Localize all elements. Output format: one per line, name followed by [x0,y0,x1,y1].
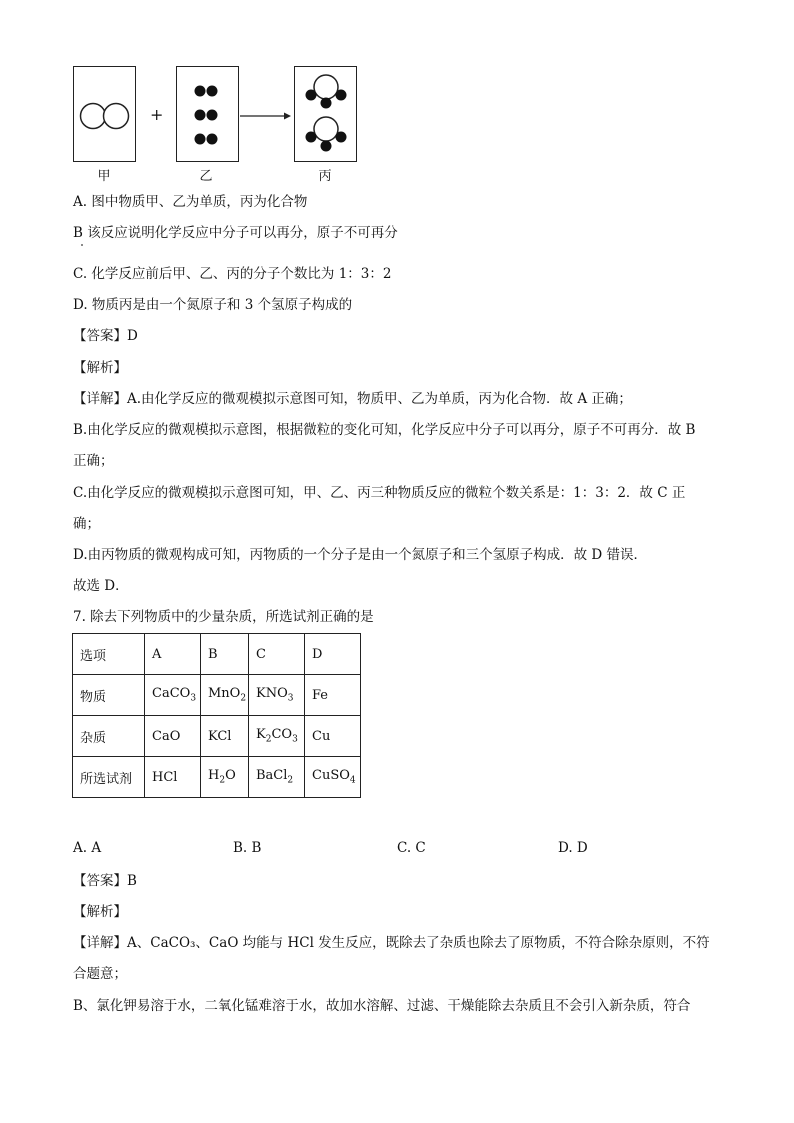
q7-choice-d: D. D [558,840,588,856]
q7-answer [73,871,137,891]
table-cell: CaCO$_3$ [145,675,201,716]
option-cell: C [249,634,305,675]
q6-detail-6: D.由丙物质的微观构成可知，丙物质的一个分子是由一个氮原子和三个氢原子构成．故 D 错误． [73,547,648,563]
detail-text: A.由化学反应的微观模拟示意图可知，物质甲、乙为单质，丙为化合物．故 A 正确； [127,391,632,407]
row-header: 杂质 [73,716,145,757]
option-cell: B [201,634,249,675]
stray-dot [81,244,83,246]
label-jia: 甲 [97,169,111,184]
q7-table [72,633,361,798]
atom-small [306,132,317,143]
answer-tag: 【答案】 [73,328,127,344]
q7-stem: 7. 除去下列物质中的少量杂质，所选试剂正确的是 [73,609,374,625]
q6-detail-1 [73,389,632,409]
row-header: 所选试剂 [73,757,145,798]
reaction-arrow [240,110,292,122]
bing-molecules [294,66,358,162]
q7-detail-1 [73,933,710,953]
q7-detail-2: 合题意； [73,966,127,982]
table-cell: $KNO_3$ [249,675,305,716]
q6-option-a: A. 图中物质甲、乙为单质，丙为化合物 [73,194,308,210]
atom-small [321,98,332,109]
jia-molecule [73,66,137,162]
detail-text: A、CaCO₃、CaO 均能与 HCl 发生反应，既除去了杂质也除去了原物质，不符合除杂原则，不符 [127,935,710,951]
row-header: 选项 [73,634,145,675]
q6-detail-3: 正确； [73,453,114,469]
q7-detail-3: B、氯化钾易溶于水，二氧化锰难溶于水，故加水溶解、过滤、干燥能除去杂质且不会引入新杂质，符合 [73,998,691,1014]
plus-sign: + [150,105,164,124]
table-cell: Cu [305,716,361,757]
table-cell: HCl [145,757,201,798]
q7-analysis-tag: 【解析】 [73,904,127,920]
q6-detail-4: C.由化学反应的微观模拟示意图可知，甲、乙、丙三种物质反应的微粒个数关系是：1：3：2．故 C 正 [73,485,686,501]
q6-analysis-tag: 【解析】 [73,360,127,376]
label-yi: 乙 [199,169,213,184]
q6-answer [73,326,138,346]
detail-tag: 【详解】 [73,935,127,951]
q6-detail-5: 确； [73,516,100,532]
option-cell: A [145,634,201,675]
atom-small [195,110,206,121]
table-cell: BaCl$_2$ [249,757,305,798]
detail-tag: 【详解】 [73,391,127,407]
q6-option-c: C. 化学反应前后甲、乙、丙的分子个数比为 1：3：2 [73,266,392,282]
table-cell: CaO [145,716,201,757]
q6-option-d: D. 物质丙是由一个氮原子和 3 个氢原子构成的 [73,297,353,313]
yi-molecules [176,66,240,162]
table-row [73,716,361,757]
table-cell: MnO$_2$ [201,675,249,716]
atom-small [207,110,218,121]
q6-detail-7: 故选 D． [73,578,129,594]
answer-value: B [127,873,137,889]
table-cell: $H_2O$ [201,757,249,798]
q6-detail-2: B.由化学反应的微观模拟示意图，根据微粒的变化可知，化学反应中分子可以再分，原子不可再分．故 B [73,422,696,438]
q7-choice-c: C. C [397,840,426,856]
table-row [73,634,361,675]
table-row [73,757,361,798]
atom-large [314,117,338,141]
table-cell: CuSO$_4$ [305,757,361,798]
atom-small [195,134,206,145]
atom-small [207,86,218,97]
answer-value: D [127,328,138,344]
table-cell: Fe [305,675,361,716]
atom-small [336,90,347,101]
atom-large [104,104,129,129]
answer-tag: 【答案】 [73,873,127,889]
atom-small [306,90,317,101]
q7-choice-a: A. A [73,840,102,856]
row-header: 物质 [73,675,145,716]
table-row [73,675,361,716]
q6-option-b: B 该反应说明化学反应中分子可以再分，原子不可再分 [73,225,398,241]
q7-choice-b: B. B [233,840,262,856]
atom-small [336,132,347,143]
table-cell: KCl [201,716,249,757]
option-cell: D [305,634,361,675]
label-bing: 丙 [318,169,332,184]
atom-small [195,86,206,97]
atom-small [321,141,332,152]
atom-small [207,134,218,145]
atom-large [314,75,338,99]
table-cell: $K_2CO_3$ [249,716,305,757]
atom-large [81,104,106,129]
